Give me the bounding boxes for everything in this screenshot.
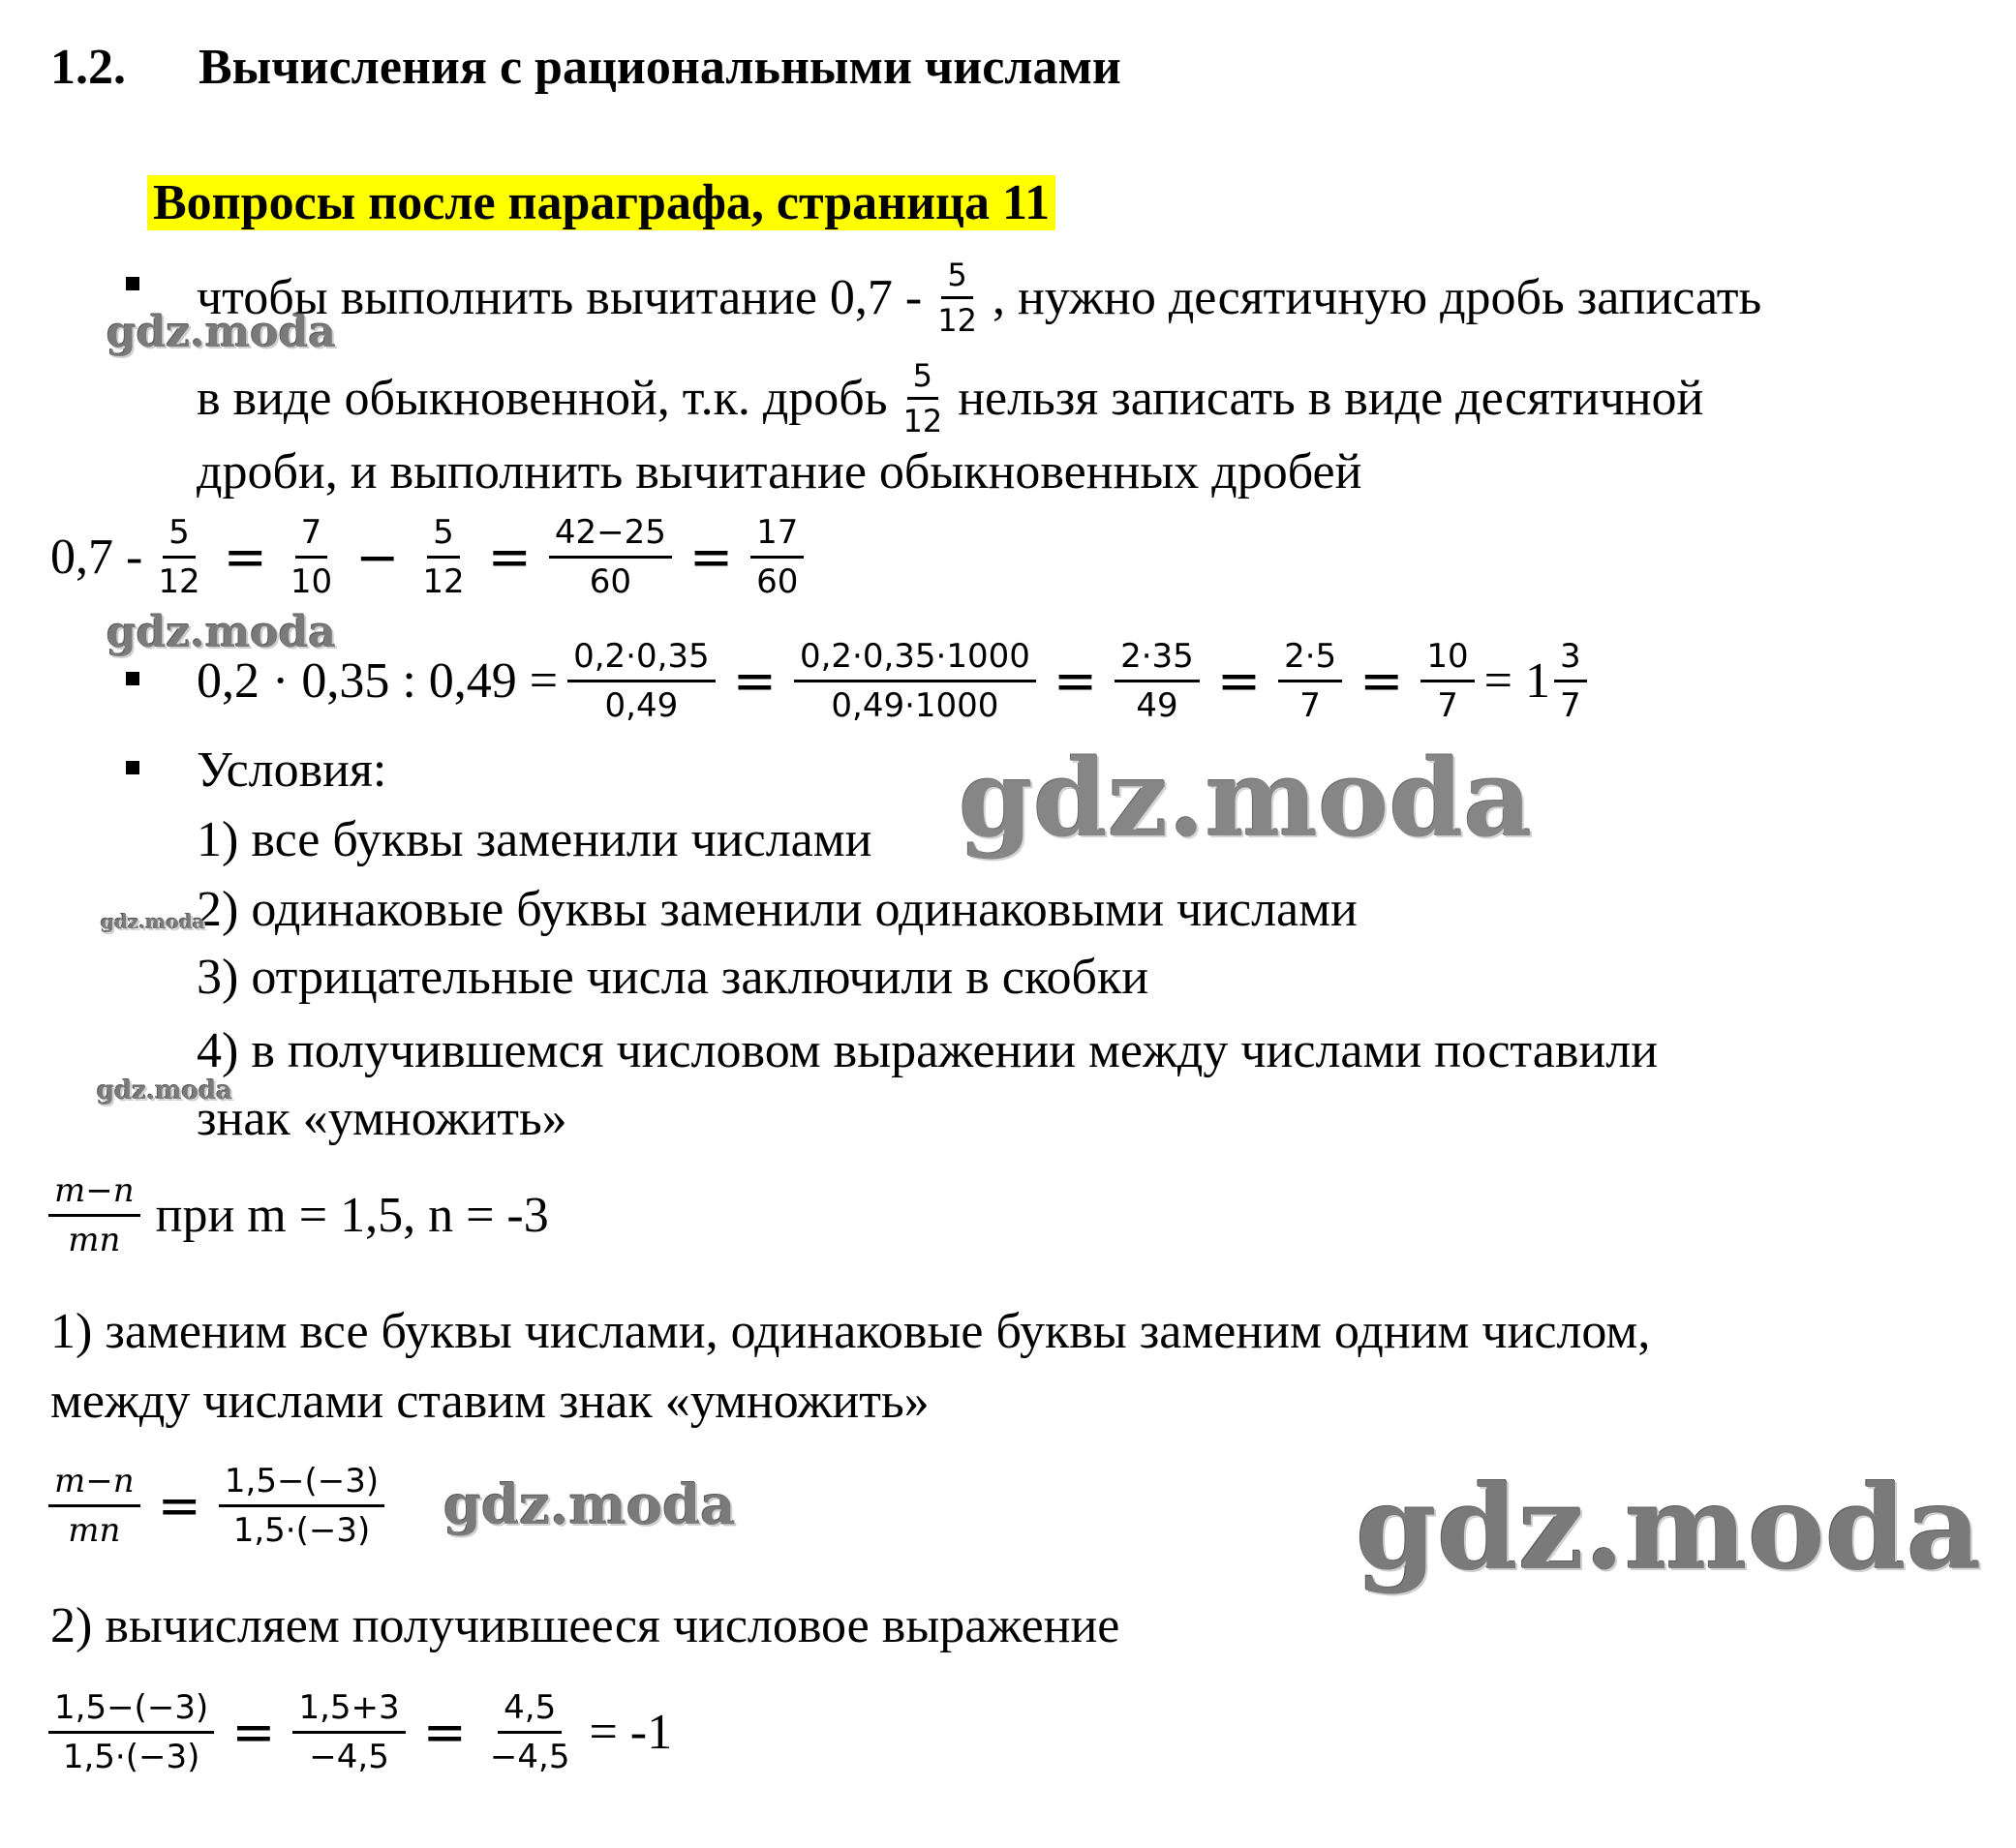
fraction-numerator: 5 <box>163 513 196 559</box>
item3-title: Условия: <box>197 742 387 798</box>
calc1-fraction-5 <box>747 513 808 601</box>
fraction-denominator: 7 <box>1437 686 1458 725</box>
calc1-fraction-2 <box>281 513 342 601</box>
calc1-fraction-4 <box>545 513 676 601</box>
fraction-denominator: 0,49 <box>604 686 679 725</box>
fraction-denominator: 7 <box>1299 686 1321 725</box>
mixed-number <box>1484 637 1597 725</box>
item2-fraction-1 <box>564 637 719 725</box>
fraction-numerator: 7 <box>295 513 328 559</box>
fraction-denominator: 12 <box>158 562 200 601</box>
watermark-logo: gdz.moda <box>443 1473 736 1537</box>
example-row <box>45 1171 549 1259</box>
subheading-text: Вопросы после параграфа, страница 11 <box>147 175 1055 230</box>
item2-fraction-4 <box>1274 637 1346 725</box>
equals-sign: = <box>1053 651 1098 712</box>
item2-lead: 0,2 · 0,35 : 0,49 = <box>197 653 559 709</box>
step1-line2: между числами ставим знак «умножить» <box>50 1374 930 1429</box>
fraction-denominator: 7 <box>1559 686 1581 725</box>
fraction-denominator: 10 <box>290 562 333 601</box>
item1-line2-end: нельзя записать в виде десятичной <box>958 370 1704 426</box>
item1-line2-start: в виде обыкновенной, т.к. дробь <box>197 370 888 426</box>
fraction-numerator: 2·5 <box>1278 637 1342 682</box>
equals-sign: = <box>1216 651 1262 712</box>
fraction-denominator: −4,5 <box>309 1738 389 1776</box>
example-fraction <box>45 1171 144 1259</box>
fraction-denominator: 60 <box>589 562 632 601</box>
item1-line2 <box>197 358 1703 439</box>
item1-fraction <box>928 258 987 338</box>
calc1-fraction-3 <box>412 513 473 601</box>
fraction-numerator: 42−25 <box>549 513 672 559</box>
equals-sign: = <box>422 1702 467 1763</box>
watermark-logo: gdz.moda <box>101 910 205 933</box>
fraction-numerator: 5 <box>941 258 972 299</box>
item1-line1 <box>197 258 1761 338</box>
calc3-fraction-1 <box>45 1688 218 1776</box>
watermark-logo: gdz.moda <box>107 608 337 657</box>
equals-sign: = <box>1359 651 1404 712</box>
equals-sign: = <box>688 527 734 588</box>
calc1-row <box>50 513 813 601</box>
item2-row <box>197 637 1597 725</box>
fraction-numerator: 10 <box>1420 637 1474 682</box>
section-title: Вычисления с рациональными числами <box>199 40 1121 95</box>
item1-line1-end: , нужно десятичную дробь записать <box>992 269 1762 325</box>
fraction-numerator: 5 <box>907 358 938 400</box>
minus-sign: − <box>355 527 400 588</box>
fraction-denominator: 12 <box>902 403 943 439</box>
bullet-icon <box>126 672 139 685</box>
bullet-icon <box>126 761 139 774</box>
fraction-denominator: 0,49·1000 <box>831 686 999 725</box>
item2-fraction-2 <box>790 637 1040 725</box>
equals-sign: = <box>732 651 777 712</box>
mixed-fraction <box>1550 637 1591 725</box>
fraction-denominator: mn <box>68 1221 121 1259</box>
fraction-numerator: 5 <box>427 513 460 559</box>
fraction-numerator: 1,5−(−3) <box>48 1688 214 1734</box>
condition-4-cont: знак «умножить» <box>197 1091 567 1146</box>
item1-fraction-2 <box>893 358 952 439</box>
watermark-logo: gdz.moda <box>107 308 337 357</box>
fraction-numerator: 17 <box>750 513 804 559</box>
equals-sign: = <box>223 527 267 588</box>
fraction-denominator: mn <box>68 1511 121 1550</box>
step1-line1: 1) заменим все буквы числами, одинаковые буквы заменим одним числом, <box>50 1304 1651 1359</box>
calc3-fraction-3 <box>480 1688 580 1776</box>
condition-3: 3) отрицательные числа заключили в скобки <box>197 950 1149 1005</box>
fraction-numerator: 0,2·0,35 <box>567 637 716 682</box>
calc3-result: = -1 <box>589 1705 673 1760</box>
mixed-whole: = 1 <box>1483 653 1550 709</box>
calc1-fraction-1 <box>148 513 209 601</box>
fraction-numerator: 1,5+3 <box>292 1688 405 1734</box>
calc2-fraction-1 <box>45 1462 144 1550</box>
fraction-numerator: 2·35 <box>1115 637 1200 682</box>
watermark-logo: gdz.moda <box>1356 1460 1982 1596</box>
calc2-row <box>45 1462 394 1550</box>
fraction-numerator: m−n <box>48 1171 140 1217</box>
fraction-denominator: 12 <box>422 562 465 601</box>
calc2-fraction-2 <box>215 1462 388 1550</box>
condition-1: 1) все буквы заменили числами <box>197 812 872 867</box>
fraction-numerator: 4,5 <box>498 1688 562 1734</box>
watermark-logo: gdz.moda <box>959 736 1533 861</box>
item2-fraction-3 <box>1111 637 1204 725</box>
fraction-denominator: −4,5 <box>489 1738 570 1776</box>
watermark-logo: gdz.moda <box>97 1076 233 1106</box>
fraction-denominator: 60 <box>756 562 799 601</box>
bullet-icon <box>126 277 139 290</box>
equals-sign: = <box>157 1475 201 1536</box>
condition-2: 2) одинаковые буквы заменили одинаковыми числами <box>197 882 1358 937</box>
fraction-denominator: 1,5·(−3) <box>232 1511 371 1550</box>
calc3-fraction-2 <box>289 1688 409 1776</box>
calc1-lead: 0,7 - <box>50 530 143 585</box>
calc3-row <box>45 1688 672 1776</box>
subheading <box>147 174 1055 232</box>
equals-sign: = <box>231 1702 276 1763</box>
fraction-numerator: 0,2·0,35·1000 <box>794 637 1036 682</box>
fraction-denominator: 12 <box>937 302 977 339</box>
example-text: при m = 1,5, n = -3 <box>155 1188 549 1243</box>
item1-line3: дроби, и выполнить вычитание обыкновенных дробей <box>197 444 1362 500</box>
condition-4: 4) в получившемся числовом выражении между числами поставили <box>197 1023 1659 1078</box>
fraction-numerator: 3 <box>1554 637 1587 682</box>
fraction-numerator: 1,5−(−3) <box>219 1462 384 1507</box>
fraction-denominator: 49 <box>1136 686 1178 725</box>
section-number: 1.2. <box>50 40 126 95</box>
equals-sign: = <box>487 527 532 588</box>
item2-fraction-5 <box>1417 637 1478 725</box>
item1-line1-start: чтобы выполнить вычитание 0,7 - <box>197 269 923 325</box>
fraction-numerator: m−n <box>48 1462 140 1507</box>
step2-line: 2) вычисляем получившееся числовое выражение <box>50 1598 1120 1653</box>
fraction-denominator: 1,5·(−3) <box>62 1738 200 1776</box>
